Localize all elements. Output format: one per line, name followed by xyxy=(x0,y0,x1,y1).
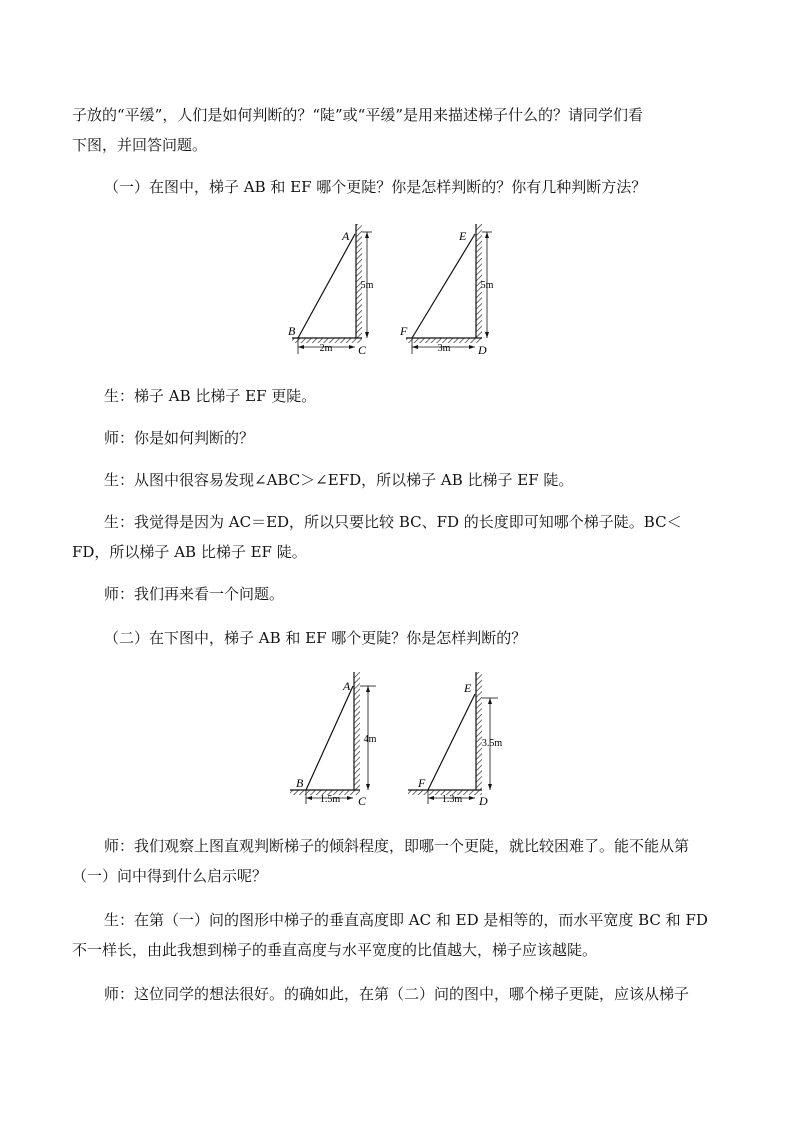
figure-two xyxy=(288,670,518,810)
label-a: A xyxy=(343,679,351,693)
student-answer: 生：在第（一）问的图形中梯子的垂直高度即 AC 和 ED 是相等的，而水平宽度 BC 和 FD xyxy=(104,911,708,929)
student-answer: FD，所以梯子 AB 比梯子 EF 陡。 xyxy=(72,543,307,561)
teacher-statement: 师：我们观察上图直观判断梯子的倾斜程度，即哪一个更陡，就比较困难了。能不能从第 xyxy=(104,837,690,855)
width-label: 1.3m xyxy=(441,794,463,805)
paragraph-line: 子放的“平缓”，人们是如何判断的？“陡”或“平缓”是用来描述梯子什么的？请同学们看 xyxy=(72,106,644,124)
teacher-question: 师：你是如何判断的？ xyxy=(104,429,255,447)
height-label: 5m xyxy=(360,280,374,291)
width-label: 1.5m xyxy=(319,794,341,805)
label-d: D xyxy=(479,794,488,808)
student-answer: 生：梯子 AB 比梯子 EF 更陡。 xyxy=(104,387,317,405)
width-label: 2m xyxy=(319,343,333,354)
label-d: D xyxy=(478,343,487,357)
student-answer: 生：我觉得是因为 AC＝ED，所以只要比较 BC、FD 的长度即可知哪个梯子陡。BC＜ xyxy=(104,513,682,531)
figure-one-right-diagram xyxy=(399,224,494,357)
question-one: （一）在图中，梯子 AB 和 EF 哪个更陡？你是怎样判断的？你有几种判断方法？ xyxy=(104,178,647,196)
label-e: E xyxy=(459,229,467,243)
label-b: B xyxy=(296,776,304,790)
paragraph-line: 下图，并回答问题。 xyxy=(72,136,208,154)
figure-one xyxy=(282,220,512,360)
teacher-statement: 师：这位同学的想法很好。的确如此，在第（二）问的图中，哪个梯子更陡，应该从梯子 xyxy=(104,985,690,1003)
label-c: C xyxy=(358,343,367,357)
height-label: 4m xyxy=(363,734,377,745)
teacher-statement: （一）问中得到什么启示呢？ xyxy=(72,867,268,885)
ladder-ab xyxy=(306,686,353,790)
figure-two-right-diagram xyxy=(408,672,502,808)
label-f: F xyxy=(418,776,426,790)
label-a: A xyxy=(342,229,350,243)
ladder-ab xyxy=(298,234,355,338)
label-e: E xyxy=(464,681,472,695)
label-c: C xyxy=(358,794,367,808)
height-label: 3.5m xyxy=(481,738,503,749)
height-label: 5m xyxy=(480,280,494,291)
label-f: F xyxy=(400,324,408,338)
figure-two-left-diagram xyxy=(290,672,377,808)
teacher-statement: 师：我们再来看一个问题。 xyxy=(104,585,285,603)
student-answer: 不一样长，由此我想到梯子的垂直高度与水平宽度的比值越大，梯子应该越陡。 xyxy=(72,941,598,959)
ladder-ef xyxy=(412,234,475,338)
width-label: 3m xyxy=(437,343,451,354)
label-b: B xyxy=(288,324,296,338)
figure-one-left-diagram xyxy=(288,224,374,357)
student-answer: 生：从图中很容易发现∠ABC＞∠EFD，所以梯子 AB 比梯子 EF 陡。 xyxy=(104,471,574,489)
question-two: （二）在下图中，梯子 AB 和 EF 哪个更陡？你是怎样判断的？ xyxy=(104,629,527,647)
wall xyxy=(354,672,360,790)
wall xyxy=(476,672,482,790)
ladder-ef xyxy=(428,694,475,790)
